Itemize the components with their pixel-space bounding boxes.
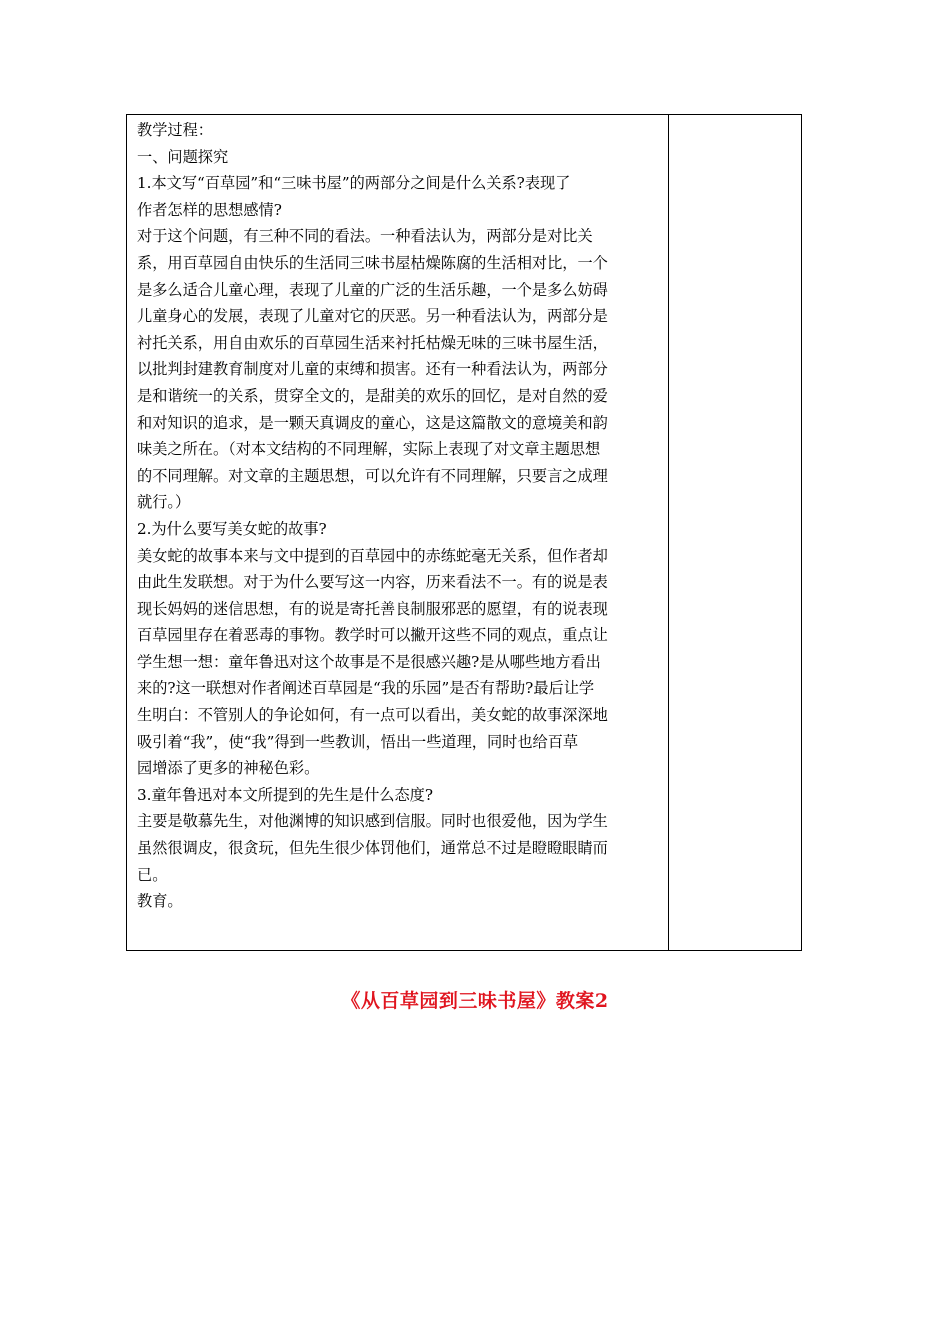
- text-line: 对于这个问题，有三种不同的看法。一种看法认为，两部分是对比关: [137, 227, 593, 246]
- text-line: 已。: [137, 865, 168, 884]
- text-line: 2.为什么要写美女蛇的故事?: [137, 519, 327, 538]
- text-line: 主要是敬慕先生，对他渊博的知识感到信服。同时也很爱他，因为学生: [137, 812, 608, 831]
- text-line: 和对知识的追求，是一颗天真调皮的童心，这是这篇散文的意境美和韵: [137, 413, 608, 432]
- text-line: 美女蛇的故事本来与文中提到的百草园中的赤练蛇毫无关系，但作者却: [137, 546, 608, 565]
- text-line: 就行。）: [137, 493, 191, 512]
- text-line: 学生想一想：童年鲁迅对这个故事是不是很感兴趣?是从哪些地方看出: [137, 652, 601, 671]
- text-line: 系，用百草园自由快乐的生活同三味书屋枯燥陈腐的生活相对比，一个: [137, 253, 608, 272]
- text-line: 教育。: [137, 892, 183, 911]
- text-line: 衬托关系，用自由欢乐的百草园生活来衬托枯燥无味的三味书屋生活，: [137, 333, 608, 352]
- document-title: 《从百草园到三味书屋》教案2: [341, 990, 609, 1012]
- text-line: 以批判封建教育制度对儿童的束缚和损害。还有一种看法认为，两部分: [137, 360, 608, 379]
- text-line: 由此生发联想。对于为什么要写这一内容，历来看法不一。有的说是表: [137, 573, 608, 592]
- text-line: 1.本文写“百草园”和“三味书屋”的两部分之间是什么关系?表现了: [137, 174, 571, 193]
- text-line: 是多么适合儿童心理，表现了儿童的广泛的生活乐趣，一个是多么妨碍: [137, 280, 608, 299]
- text-line: 现长妈妈的迷信思想，有的说是寄托善良制服邪恶的愿望，有的说表现: [137, 599, 608, 618]
- text-line: 吸引着“我”，使“我”得到一些教训，悟出一些道理，同时也给百草: [137, 732, 579, 751]
- text-line: 来的?这一联想对作者阐述百草园是“我的乐园”是否有帮助?最后让学: [137, 679, 595, 698]
- text-line: 虽然很调皮，很贪玩，但先生很少体罚他们，通常总不过是瞪瞪眼睛而: [137, 839, 608, 858]
- lesson-content-cell: [127, 115, 669, 950]
- text-line: 百草园里存在着恶毒的事物。教学时可以撇开这些不同的观点，重点让: [137, 626, 608, 645]
- lesson-table: [126, 114, 802, 951]
- text-line: 生明白：不管别人的争论如何，有一点可以看出，美女蛇的故事深深地: [137, 706, 608, 725]
- text-line: 3.童年鲁迅对本文所提到的先生是什么态度?: [137, 785, 434, 804]
- text-line: 园增添了更多的神秘色彩。: [137, 759, 320, 778]
- notes-cell: [669, 115, 801, 950]
- text-line: 教学过程：: [137, 121, 213, 139]
- text-line: 一、问题探究: [137, 147, 229, 166]
- text-line: 作者怎样的思想感情?: [137, 200, 282, 219]
- text-line: 儿童身心的发展，表现了儿童对它的厌恶。另一种看法认为，两部分是: [137, 307, 608, 326]
- text-line: 是和谐统一的关系，贯穿全文的，是甜美的欢乐的回忆，是对自然的爱: [137, 386, 608, 405]
- text-line: 味美之所在。（对本文结构的不同理解，实际上表现了对文章主题思想: [137, 440, 601, 459]
- text-line: 的不同理解。对文章的主题思想，可以允许有不同理解，只要言之成理: [137, 466, 608, 485]
